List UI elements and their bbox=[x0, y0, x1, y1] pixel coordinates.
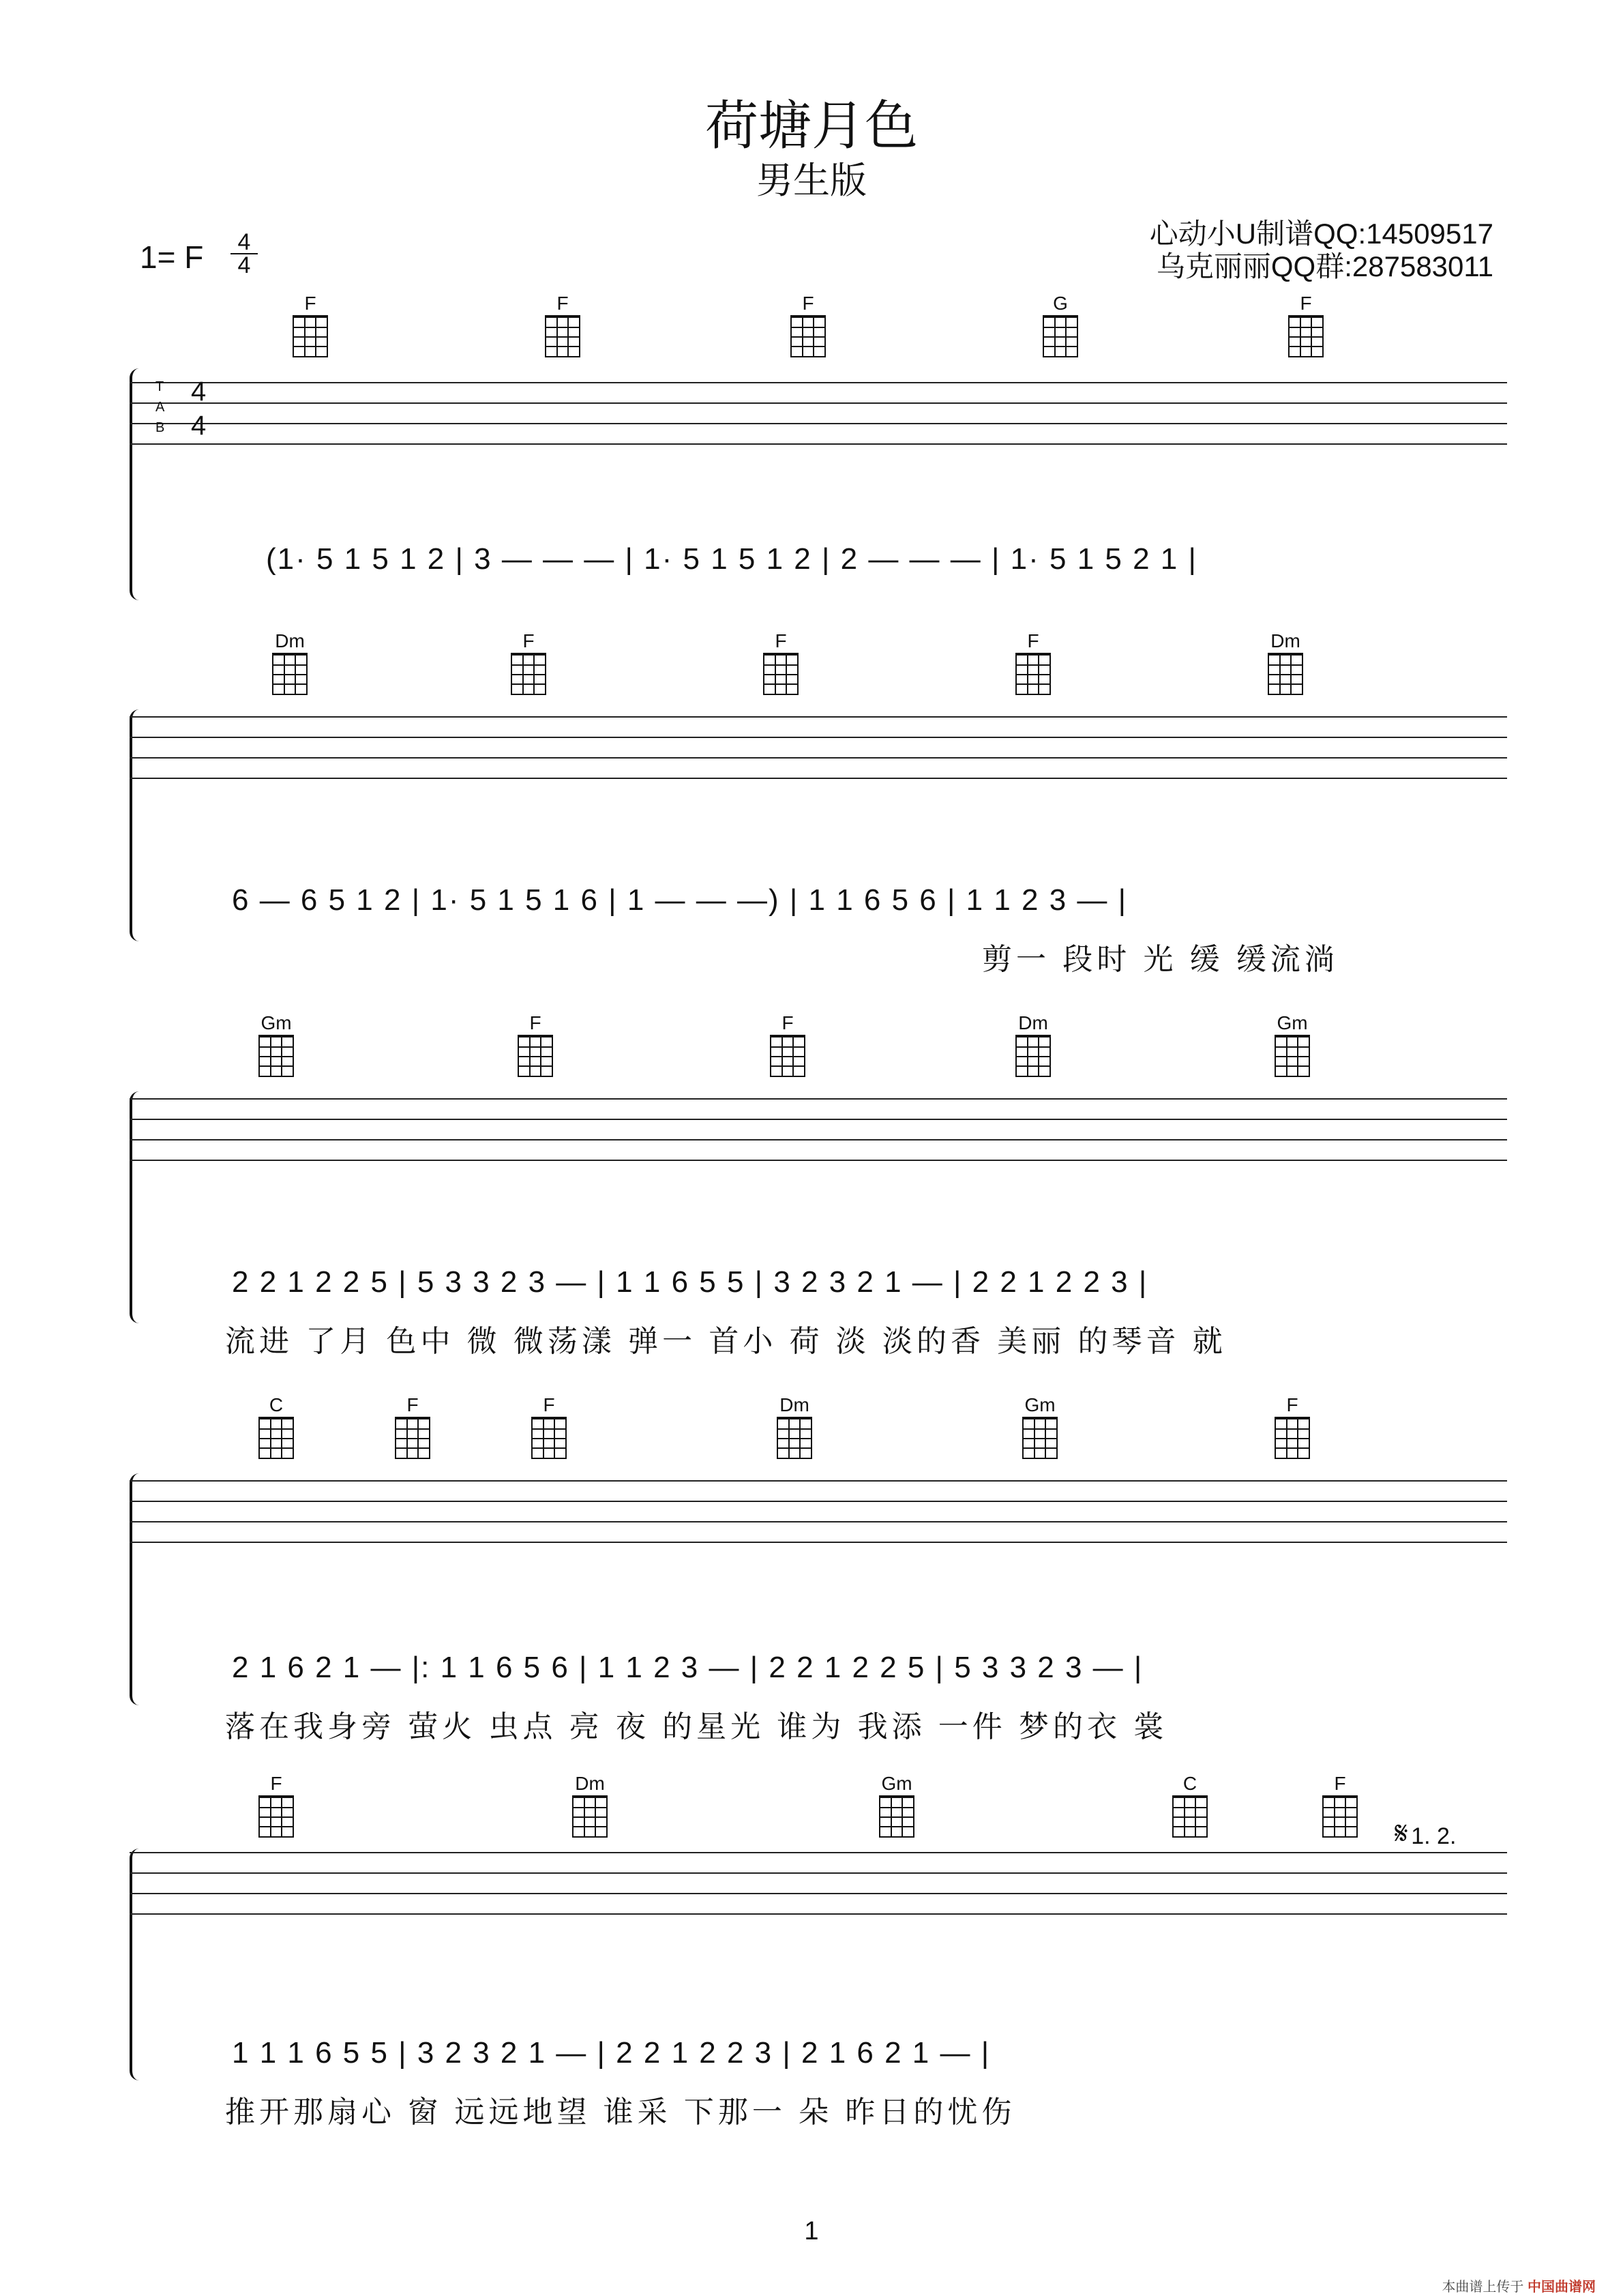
chord-diagram: Dm bbox=[259, 631, 321, 695]
tab-staff bbox=[130, 716, 1507, 778]
tab-staff bbox=[130, 1480, 1507, 1542]
chord-diagram: F bbox=[532, 293, 593, 357]
chord-diagram: F bbox=[1309, 1773, 1371, 1838]
chord-diagram: F bbox=[382, 1395, 443, 1459]
chord-diagram: Gm bbox=[1009, 1395, 1071, 1459]
chord-diagram: F bbox=[1262, 1395, 1323, 1459]
chord-diagram: Dm bbox=[1255, 631, 1316, 695]
chord-diagram: C bbox=[245, 1395, 307, 1459]
tab-label-a: A bbox=[155, 400, 165, 415]
chord-diagram: Dm bbox=[764, 1395, 825, 1459]
jianpu-notation: 2 1 6 2 1 — |: 1 1 6 5 6 | 1 1 2 3 — | 2 2 1 2 2 5 | 5 3 3 2 3 — | bbox=[232, 1651, 1144, 1684]
song-title: 荷塘月色 bbox=[704, 95, 918, 156]
chord-diagram: F bbox=[280, 293, 341, 357]
chord-diagram: F bbox=[1002, 631, 1064, 695]
jianpu-notation: 6 — 6 5 1 2 | 1· 5 1 5 1 6 | 1 — — —) | 1 1 6 5 6 | 1 1 2 3 — | bbox=[232, 883, 1128, 917]
tab-label-b: B bbox=[155, 420, 165, 435]
watermark bbox=[1442, 2276, 1596, 2295]
chord-diagram: C bbox=[1159, 1773, 1221, 1838]
system-3 bbox=[130, 1013, 1507, 1368]
credit-line-1: 心动小U制谱QQ:14509517 bbox=[1149, 218, 1493, 250]
time-signature-bottom: 4 bbox=[237, 252, 251, 278]
lyrics-line: 落在我身旁 萤火 虫点 亮 夜 的星光 谁为 我添 一件 梦的衣 裳 bbox=[225, 1710, 1168, 1743]
lyrics-line: 推开那扇心 窗 远远地望 谁采 下那一 朵 昨日的忧伤 bbox=[225, 2095, 1016, 2129]
jianpu-notation: (1· 5 1 5 1 2 | 3 — — — | 1· 5 1 5 1 2 | 2 — — — | 1· 5 1 5 2 1 | bbox=[266, 542, 1197, 576]
chord-diagram: Gm bbox=[1262, 1013, 1323, 1077]
chord-diagram: F bbox=[245, 1773, 307, 1838]
chord-diagram: Gm bbox=[866, 1773, 927, 1838]
page-number: 1 bbox=[804, 2217, 819, 2246]
song-subtitle: 男生版 bbox=[756, 160, 867, 201]
lyrics-line: 流进 了月 色中 微 微荡漾 弹一 首小 荷 淡 淡的香 美丽 的琴音 就 bbox=[225, 1325, 1227, 1358]
chord-diagram: Dm bbox=[559, 1773, 621, 1838]
chord-diagram: Gm bbox=[245, 1013, 307, 1077]
tab-time-top: 4 bbox=[191, 377, 207, 407]
lyrics-line: 剪一 段时 光 缓 缓流淌 bbox=[982, 943, 1339, 976]
tab-time-bottom: 4 bbox=[191, 411, 207, 441]
system-2 bbox=[130, 631, 1507, 986]
chord-diagram: F bbox=[498, 631, 559, 695]
chord-diagram: Dm bbox=[1002, 1013, 1064, 1077]
chord-diagram: F bbox=[518, 1395, 580, 1459]
system-5 bbox=[130, 1773, 1507, 2128]
time-signature-top: 4 bbox=[237, 229, 251, 255]
system-1 bbox=[130, 293, 1507, 607]
system-4 bbox=[130, 1395, 1507, 1750]
tab-label-t: T bbox=[155, 379, 164, 394]
segno-icon: 𝄋 bbox=[1395, 1815, 1408, 1851]
chord-diagram: G bbox=[1030, 293, 1091, 357]
chord-diagram: F bbox=[505, 1013, 566, 1077]
tab-staff bbox=[130, 1098, 1507, 1160]
key-signature: 1= F bbox=[140, 239, 204, 275]
tab-staff bbox=[130, 377, 1507, 443]
chord-diagram: F bbox=[1275, 293, 1337, 357]
credit-line-2: 乌克丽丽QQ群:287583011 bbox=[1156, 250, 1493, 282]
chord-diagram: F bbox=[750, 631, 812, 695]
chord-diagram: F bbox=[777, 293, 839, 357]
chord-diagram: F bbox=[757, 1013, 818, 1077]
jianpu-notation: 2 2 1 2 2 5 | 5 3 3 2 3 — | 1 1 6 5 5 | 3 2 3 2 1 — | 2 2 1 2 2 3 | bbox=[232, 1265, 1148, 1299]
watermark-prefix: 本曲谱上传于 bbox=[1442, 2280, 1524, 2295]
watermark-brand: 中国曲谱网 bbox=[1528, 2280, 1596, 2295]
jianpu-notation: 1 1 1 6 5 5 | 3 2 3 2 1 — | 2 2 1 2 2 3 | 2 1 6 2 1 — | bbox=[232, 2036, 991, 2070]
time-signature bbox=[230, 229, 258, 278]
tab-staff bbox=[130, 1852, 1507, 1913]
repeat-mark: 𝄋 1. 2. bbox=[1395, 1815, 1457, 1851]
